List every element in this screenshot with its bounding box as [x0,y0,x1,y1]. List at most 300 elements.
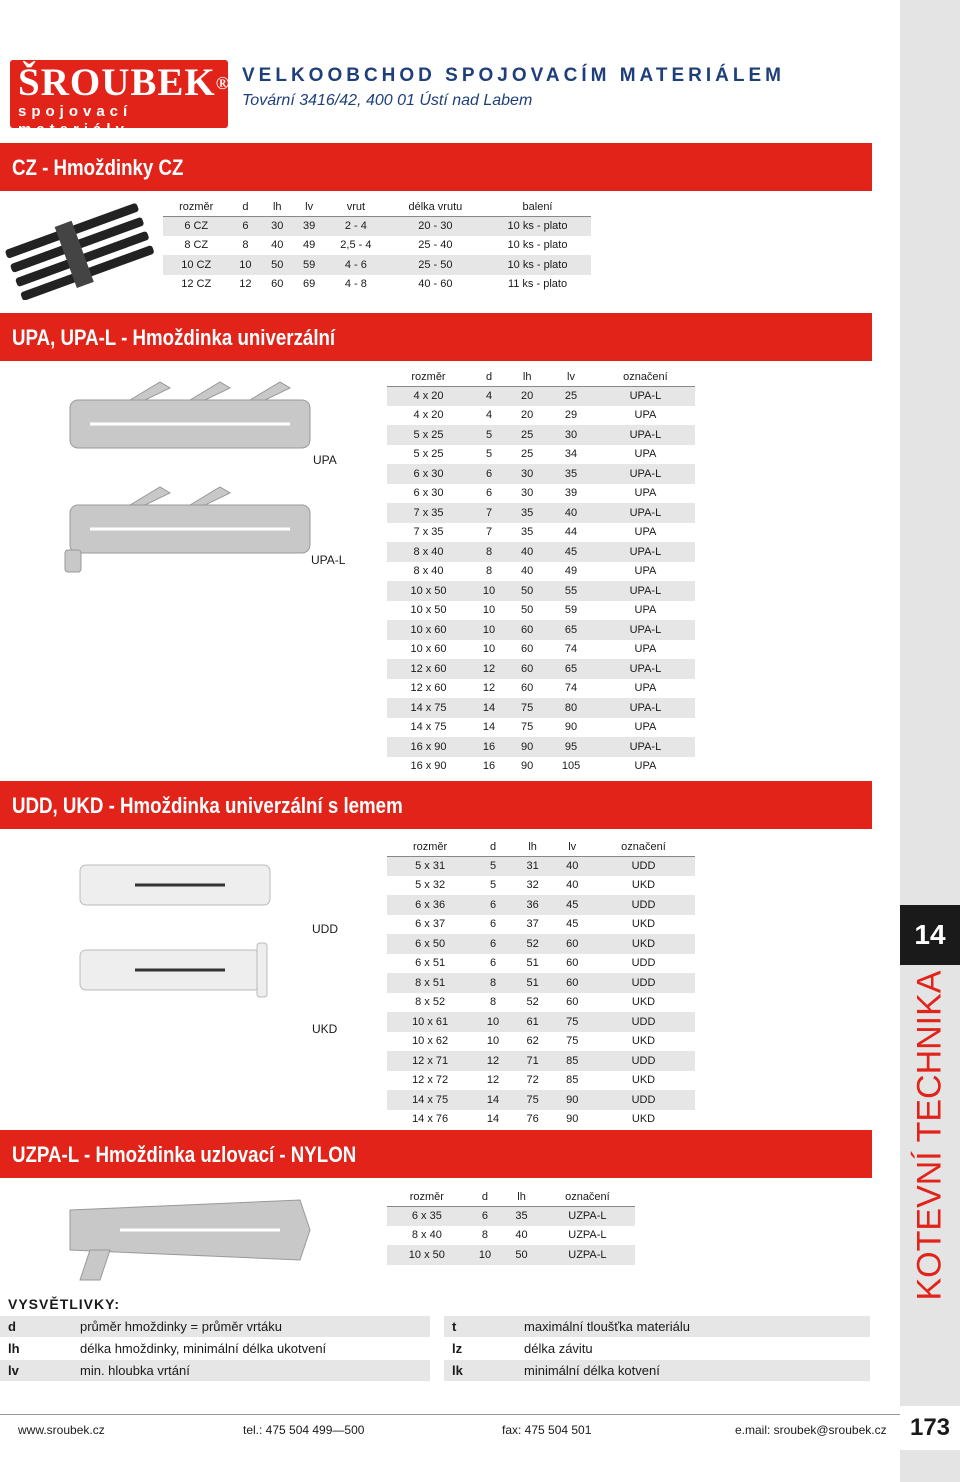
column-header: lh [261,198,293,216]
table-cell: UPA-L [596,581,695,601]
section-bar-upa [0,313,872,361]
table-cell: 16 x 90 [387,757,470,777]
upa-anchor-images [60,380,330,590]
table-row [387,698,695,718]
table-cell: 25 - 40 [387,236,484,256]
column-header: rozměr [387,1188,467,1206]
table-cell: 7 [470,523,508,543]
table-cell: 74 [546,679,596,699]
table-cell: 6 [473,915,513,935]
table-cell: 49 [293,236,325,256]
table-cell: 12 [229,275,261,295]
table-cell: 90 [546,718,596,738]
table-cell: 25 [508,425,546,445]
column-header: balení [484,198,591,216]
table-cell: 10 CZ [163,255,229,275]
table-cell: 4 x 20 [387,386,470,406]
legend-row [444,1338,870,1359]
table-cell: 40 [552,856,592,876]
table-cell: UDD [592,1090,695,1110]
table-row [387,757,695,777]
table-cell: UPA [596,406,695,426]
table-cell: 12 [473,1051,513,1071]
table-cell: 8 x 40 [387,562,470,582]
table-cell: UPA-L [596,503,695,523]
table-cell: 75 [508,698,546,718]
column-header: délka vrutu [387,198,484,216]
table-cell: UZPA-L [540,1206,635,1226]
table-cell: 80 [546,698,596,718]
table-cell: 12 x 60 [387,679,470,699]
table-cell: UDD [592,895,695,915]
table-row [387,993,695,1013]
column-header: lv [552,838,592,856]
table-row [387,737,695,757]
table-cell: 6 x 51 [387,954,473,974]
table-cell: 8 [229,236,261,256]
table-cell: UKD [592,1071,695,1091]
table-cell: UKD [592,1032,695,1052]
legend-key: d [8,1319,16,1334]
table-cell: 40 [508,542,546,562]
table-row [387,542,695,562]
table-cell: 62 [513,1032,553,1052]
table-cell: 65 [546,620,596,640]
table-cell: 74 [546,640,596,660]
table-row [387,601,695,621]
table-cell: 49 [546,562,596,582]
table-cell: 6 x 37 [387,915,473,935]
table-cell: 40 - 60 [387,275,484,295]
table-cell: 51 [513,954,553,974]
table-cell: 65 [546,659,596,679]
table-cell: 25 - 50 [387,255,484,275]
udd-anchor-images [75,855,285,1025]
section-bar-udd [0,781,872,829]
uzpa-anchor-image [60,1190,320,1285]
table-cell: UPA-L [596,698,695,718]
table-cell: 10 [470,620,508,640]
table-cell: UDD [592,856,695,876]
table-cell: 36 [513,895,553,915]
company-title: VELKOOBCHOD SPOJOVACÍM MATERIÁLEM [242,65,785,86]
section-title-udd: UDD, UKD - Hmoždinka univerzální s lemem [12,793,403,818]
table-cell: 60 [508,679,546,699]
table-cell: 39 [546,484,596,504]
table-cell: 6 [470,484,508,504]
table-row [387,973,695,993]
table-cell: 10 [467,1245,504,1265]
table-cell: UZPA-L [540,1245,635,1265]
column-header: rozměr [387,838,473,856]
table-cell: UPA-L [596,659,695,679]
table-cell: 10 ks - plato [484,216,591,236]
table-cell: UPA [596,757,695,777]
table-row [163,275,591,295]
table-cell: UDD [592,1051,695,1071]
table-cell: 8 [467,1226,504,1246]
column-header: rozměr [387,368,470,386]
footer [0,1414,900,1444]
table-cell: UKD [592,1110,695,1130]
table-cell: 4 [470,406,508,426]
table-cell: 25 [546,386,596,406]
column-header: lv [546,368,596,386]
table-cell: 60 [552,973,592,993]
table-cell: 10 ks - plato [484,255,591,275]
table-cell: UPA [596,601,695,621]
table-cell: UZPA-L [540,1226,635,1246]
table-cell: 5 x 25 [387,425,470,445]
table-cell: UPA [596,523,695,543]
table-cell: 10 [470,601,508,621]
column-header: rozměr [163,198,229,216]
table-cell: 20 [508,386,546,406]
section-title-upa: UPA, UPA-L - Hmoždinka univerzální [12,325,336,350]
table-cell: 69 [293,275,325,295]
table-cell: 6 [229,216,261,236]
section-bar-uzpa [0,1130,872,1178]
company-address: Tovární 3416/42, 400 01 Ústí nad Labem [242,92,533,109]
table-cell: 12 [470,659,508,679]
table-cell: UDD [592,973,695,993]
table-cell: 14 x 75 [387,1090,473,1110]
table-cell: UKD [592,993,695,1013]
table-cell: 12 x 60 [387,659,470,679]
legend-row [0,1360,430,1381]
table-row [387,659,695,679]
table-row [387,876,695,896]
table-cell: 14 x 75 [387,698,470,718]
table-cell: 6 [467,1206,504,1226]
legend-row [444,1360,870,1381]
table-row [387,425,695,445]
table-cell: 10 x 60 [387,620,470,640]
table-cell: 10 [229,255,261,275]
table-cell: UPA [596,484,695,504]
logo-registered: ® [215,73,231,93]
table-cell: 6 x 35 [387,1206,467,1226]
table-cell: 40 [503,1226,540,1246]
table-cell: 50 [261,255,293,275]
table-cell: 12 x 72 [387,1071,473,1091]
table-cell: 50 [508,581,546,601]
table-cell: 10 x 50 [387,581,470,601]
table-cell: 44 [546,523,596,543]
table-row [387,406,695,426]
cz-anchor-image [4,200,154,300]
table-row [387,954,695,974]
table-row [163,236,591,256]
table-cell: 52 [513,934,553,954]
table-cell: 40 [552,876,592,896]
legend-value: maximální tloušťka materiálu [524,1319,690,1334]
table-row [387,718,695,738]
table-cell: 6 x 50 [387,934,473,954]
footer-web[interactable]: www.sroubek.cz [18,1423,105,1437]
table-cell: 20 - 30 [387,216,484,236]
table-cell: 30 [508,464,546,484]
table-row [387,1245,635,1265]
table-cell: 5 [473,856,513,876]
legend-value: délka závitu [524,1341,593,1356]
table-cell: 14 [473,1110,513,1130]
chapter-number: 14 [900,905,960,965]
table-cell: 8 x 40 [387,542,470,562]
legend-title: VYSVĚTLIVKY: [8,1296,121,1312]
table-cell: 35 [546,464,596,484]
table-cell: 10 x 62 [387,1032,473,1052]
column-header: d [229,198,261,216]
table-cell: 8 [473,993,513,1013]
table-cell: 8 [470,562,508,582]
table-row [387,915,695,935]
table-cell: 31 [513,856,553,876]
table-cell: 37 [513,915,553,935]
table-cell: 30 [546,425,596,445]
table-cell: 60 [508,659,546,679]
table-cell: 10 [470,581,508,601]
table-row [387,1226,635,1246]
column-header: lh [513,838,553,856]
table-cell: 40 [508,562,546,582]
table-cell: 60 [508,620,546,640]
chapter-title-text: KOTEVNÍ TECHNIKA [910,970,949,1300]
table-row [387,445,695,465]
legend-value: min. hloubka vrtání [80,1363,190,1378]
table-cell: 8 [473,973,513,993]
table-cell: 6 [473,895,513,915]
table-cell: 90 [552,1110,592,1130]
table-cell: 14 [473,1090,513,1110]
legend-row [0,1316,430,1337]
table-cell: 61 [513,1012,553,1032]
table-cell: 2 - 4 [325,216,387,236]
table-cell: 50 [503,1245,540,1265]
label-udd: UDD [312,922,338,936]
table-cell: 75 [552,1032,592,1052]
table-row [387,386,695,406]
table-row [387,1071,695,1091]
table-cell: 90 [508,757,546,777]
table-uzpa [387,1188,635,1265]
table-cell: 10 x 60 [387,640,470,660]
table-cell: UDD [592,1012,695,1032]
chapter-title [900,970,960,1300]
table-cell: 30 [508,484,546,504]
table-cell: 5 [473,876,513,896]
table-cell: UPA-L [596,386,695,406]
table-cell: 20 [508,406,546,426]
table-cell: UPA [596,718,695,738]
table-cell: 95 [546,737,596,757]
table-cell: 30 [261,216,293,236]
table-cell: 6 x 30 [387,484,470,504]
column-header: d [467,1188,504,1206]
table-cell: 59 [293,255,325,275]
table-cell: 60 [261,275,293,295]
table-cell: 7 x 35 [387,523,470,543]
label-upa: UPA [313,453,337,467]
table-cell: UPA-L [596,464,695,484]
table-cell: 12 [470,679,508,699]
table-cell: 8 x 52 [387,993,473,1013]
column-header: lv [293,198,325,216]
table-row [387,620,695,640]
table-cell: 4 x 20 [387,406,470,426]
table-row [387,1206,635,1226]
table-cell: 5 x 31 [387,856,473,876]
table-row [387,503,695,523]
logo-subtitle: spojovací materiály [18,103,133,138]
table-row [387,464,695,484]
table-cell: UPA-L [596,737,695,757]
table-cell: 16 x 90 [387,737,470,757]
table-cell: 5 x 32 [387,876,473,896]
table-cell: 6 [473,934,513,954]
footer-tel: tel.: 475 504 499—500 [243,1423,365,1437]
table-cell: 60 [552,934,592,954]
table-cell: 45 [546,542,596,562]
table-cell: 10 [473,1032,513,1052]
table-cell: UPA-L [596,425,695,445]
table-cell: 4 - 6 [325,255,387,275]
page-number: 173 [900,1406,960,1450]
table-cell: 8 CZ [163,236,229,256]
table-cell: 34 [546,445,596,465]
label-upa-l: UPA-L [311,553,346,567]
table-cell: UKD [592,915,695,935]
table-cell: 6 x 30 [387,464,470,484]
table-cell: 10 x 50 [387,601,470,621]
table-cell: UPA-L [596,542,695,562]
table-row [387,484,695,504]
table-cell: 12 [473,1071,513,1091]
logo-name: ŠROUBEK [18,61,216,104]
table-cell: 60 [552,954,592,974]
table-cell: 4 - 8 [325,275,387,295]
column-header: d [473,838,513,856]
table-cell: 5 [470,425,508,445]
table-cell: 25 [508,445,546,465]
table-cell: 6 x 36 [387,895,473,915]
table-cell: 10 ks - plato [484,236,591,256]
table-cell: 45 [552,915,592,935]
table-cell: 29 [546,406,596,426]
table-cell: 105 [546,757,596,777]
table-cell: 85 [552,1071,592,1091]
label-ukd: UKD [312,1022,338,1036]
legend-value: minimální délka kotvení [524,1363,660,1378]
table-cell: 40 [261,236,293,256]
table-cell: 6 [473,954,513,974]
table-cell: 2,5 - 4 [325,236,387,256]
table-cell: 39 [293,216,325,236]
legend-row [0,1338,430,1359]
table-cell: 14 x 75 [387,718,470,738]
table-cell: 35 [503,1206,540,1226]
table-cell: 75 [513,1090,553,1110]
table-cell: 35 [508,523,546,543]
table-cell: 90 [552,1090,592,1110]
section-bar-cz [0,143,872,191]
table-cell: 60 [508,640,546,660]
table-row [387,1012,695,1032]
table-cell: 14 [470,718,508,738]
legend-value: délka hmoždinky, minimální délka ukotvení [80,1341,327,1356]
column-header: vrut [325,198,387,216]
table-cell: 76 [513,1110,553,1130]
legend-value: průměr hmoždinky = průměr vrtáku [80,1319,282,1334]
table-cell: 71 [513,1051,553,1071]
legend-key: t [452,1319,457,1334]
table-row [387,523,695,543]
table-cell: 8 x 40 [387,1226,467,1246]
table-cell: 11 ks - plato [484,275,591,295]
table-cell: 35 [508,503,546,523]
table-row [387,934,695,954]
table-cell: UPA [596,562,695,582]
table-cell: 51 [513,973,553,993]
legend-key: lh [8,1341,20,1356]
table-cell: 10 [470,640,508,660]
footer-email[interactable]: e.mail: sroubek@sroubek.cz [735,1423,887,1437]
company-logo [10,60,231,138]
table-cell: 8 x 51 [387,973,473,993]
table-row [387,1090,695,1110]
table-cell: 16 [470,757,508,777]
table-cell: 5 [470,445,508,465]
column-header: lh [508,368,546,386]
table-cell: 10 x 61 [387,1012,473,1032]
column-header: lh [503,1188,540,1206]
table-row [387,562,695,582]
table-cell: 16 [470,737,508,757]
table-cell: UPA-L [596,620,695,640]
table-cell: 72 [513,1071,553,1091]
table-cell: 50 [508,601,546,621]
table-cell: 7 [470,503,508,523]
table-row [387,640,695,660]
table-row [163,255,591,275]
table-cell: UPA [596,640,695,660]
table-cell: UKD [592,934,695,954]
table-cell: 85 [552,1051,592,1071]
table-cell: 40 [546,503,596,523]
table-row [387,1032,695,1052]
table-cell: 5 x 25 [387,445,470,465]
table-cell: 12 CZ [163,275,229,295]
table-cell: 6 CZ [163,216,229,236]
table-cell: 52 [513,993,553,1013]
section-title-uzpa: UZPA-L - Hmoždinka uzlovací - NYLON [12,1142,357,1167]
table-cell: UKD [592,876,695,896]
column-header: d [470,368,508,386]
legend-row [444,1316,870,1337]
table-cell: 55 [546,581,596,601]
table-row [387,679,695,699]
column-header: označení [596,368,695,386]
table-cz [163,198,591,294]
table-row [387,581,695,601]
column-header: označení [592,838,695,856]
table-cell: 32 [513,876,553,896]
legend-key: lk [452,1363,463,1378]
table-upa [387,368,695,776]
table-row [163,216,591,236]
table-cell: 45 [552,895,592,915]
table-cell: 75 [552,1012,592,1032]
